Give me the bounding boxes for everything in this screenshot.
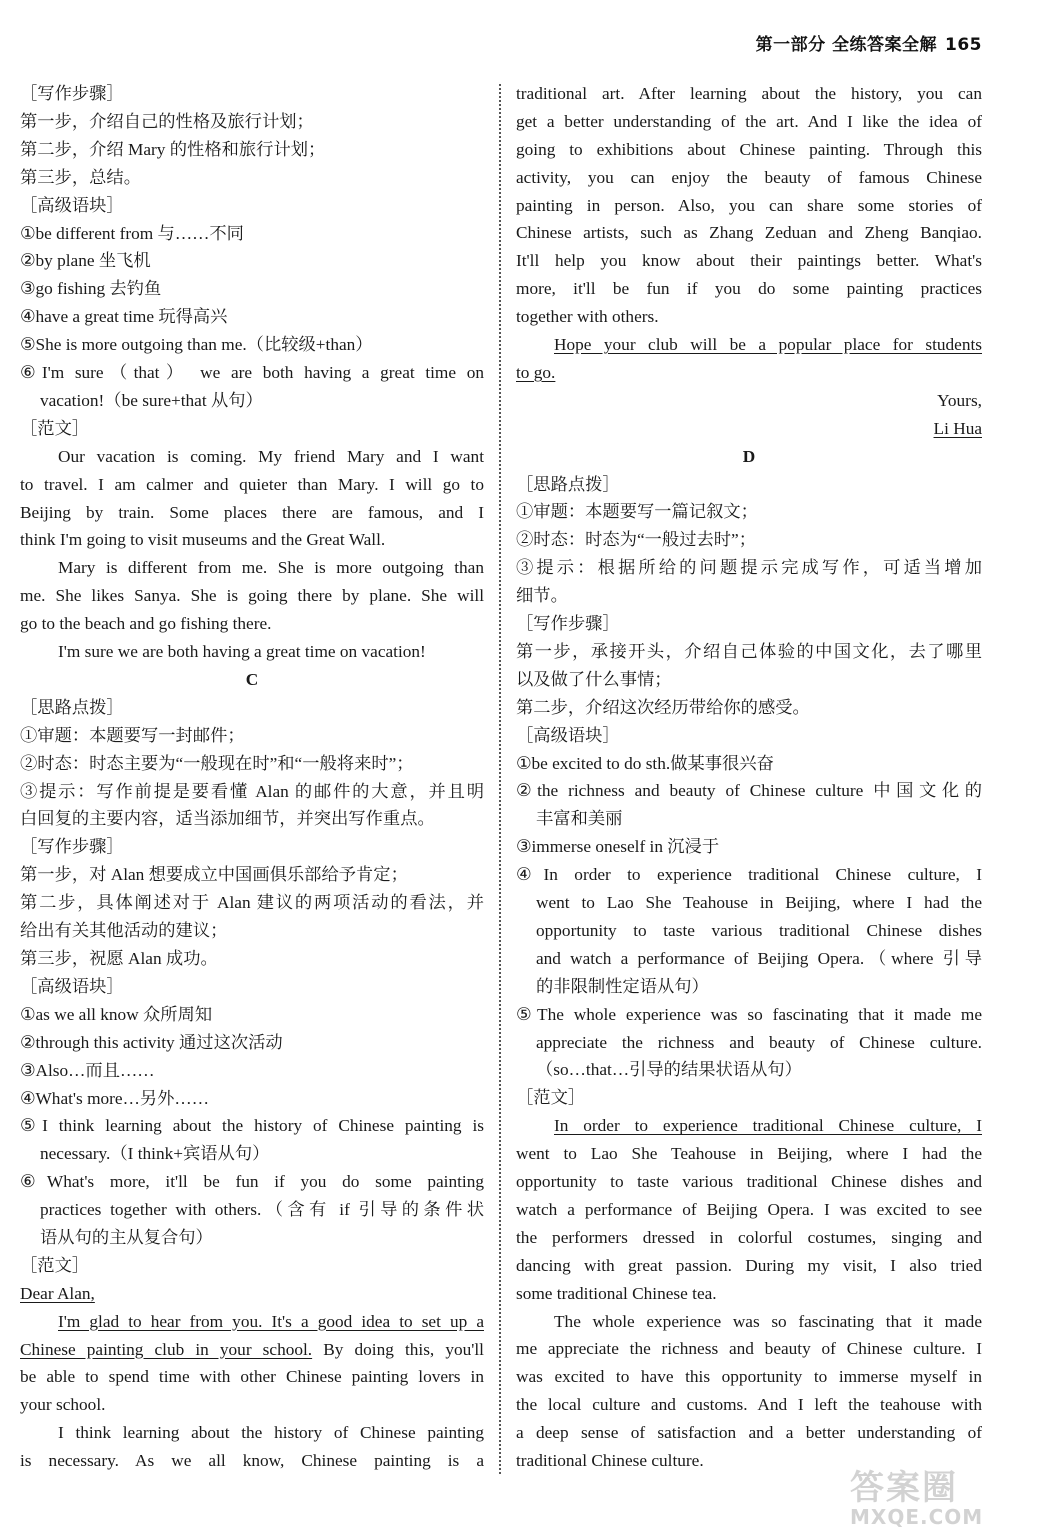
- text-line: D: [742, 446, 756, 466]
- text-line: ②时态：时态主要为“一般现在时”和“一般将来时”；: [20, 753, 414, 773]
- text-line: ［范文］: [516, 1088, 586, 1108]
- text-line: ［写作步骤］: [20, 837, 124, 857]
- text-line: be able to spend time with other Chinese painting lovers in: [20, 1367, 484, 1387]
- watermark-logo: [850, 1460, 1020, 1532]
- text-line: ④In order to experience traditional Chinese culture, I: [516, 865, 982, 885]
- text-line: watch a performance of Beijing Opera. I was excited to see: [516, 1199, 982, 1219]
- text-line: ②the richness and beauty of Chinese culture 中国文化的: [516, 781, 982, 801]
- text-line: ②时态：时态为“一般过去时”；: [516, 530, 756, 550]
- text-line: ［写作步骤］: [20, 84, 124, 103]
- text-line: ④What's more…另外……: [20, 1088, 209, 1108]
- text-line: dancing with great passion. During my visit, I also tried: [516, 1255, 982, 1275]
- text-line: went to Lao She Teahouse in Beijing, where I had the: [516, 1144, 982, 1164]
- text-line: Our vacation is coming. My friend Mary and I want: [58, 446, 484, 466]
- text-line: ①be excited to do sth.做某事很兴奋: [516, 753, 774, 773]
- text-line: It'll help you know about their paintings better. What's: [516, 251, 982, 271]
- right-column: [516, 80, 982, 1475]
- text-line: go to the beach and go fishing there.: [20, 614, 272, 634]
- text-line: together with others.: [516, 307, 659, 327]
- text-line: ⑤I think learning about the history of Chinese painting is: [20, 1116, 484, 1136]
- text-line: 第一步，对 Alan 想要成立中国画俱乐部给予肯定；: [20, 865, 408, 885]
- text-line: ［高级语块］: [20, 195, 124, 215]
- text-line: 丰富和美丽: [536, 809, 623, 829]
- text-line: think I'm going to visit museums and the Great Wall.: [20, 530, 386, 550]
- text-line: C: [245, 669, 259, 689]
- text-line: going to exhibitions about Chinese painting. Through this: [516, 139, 982, 159]
- text-line: ⑥I'm sure（that） we are both having a great time on: [20, 363, 484, 383]
- text-line: I think learning about the history of Chinese painting: [58, 1423, 484, 1443]
- text-line: me. She likes Sanya. She is going there by plane. She will: [20, 586, 484, 606]
- text-line: a deep sense of satisfaction and a better understanding of: [516, 1423, 982, 1443]
- text-line: 以及做了什么事情；: [516, 669, 672, 689]
- text-line: The whole experience was so fascinating that it made: [554, 1311, 982, 1331]
- text-line: the local culture and customs. And I left the teahouse with: [516, 1395, 982, 1415]
- text-line: was excited to have this opportunity to immerse myself in: [516, 1367, 982, 1387]
- text-line: ②by plane 坐飞机: [20, 251, 151, 271]
- text-line: I'm sure we are both having a great time on vacation!: [58, 642, 426, 662]
- text-line: ③Also…而且……: [20, 1060, 155, 1080]
- text-line: is necessary. As we all know, Chinese painting is a: [20, 1451, 484, 1471]
- text-line: me appreciate the richness and beauty of Chinese culture. I: [516, 1339, 982, 1359]
- text-line: ③提示：根据所给的问题提示完成写作，可适当增加: [516, 558, 982, 578]
- text-line: Yours,: [937, 390, 982, 410]
- page-header: [756, 30, 982, 55]
- text-line: opportunity to taste various traditional Chinese dishes: [536, 920, 982, 940]
- text-line: Mary is different from me. She is more outgoing than: [58, 558, 484, 578]
- text-line: ⑤The whole experience was so fascinating that it made me: [516, 1004, 982, 1024]
- text-line: ⑥What's more, it'll be fun if you do some painting: [20, 1172, 484, 1192]
- text-line: 第二步，介绍 Mary 的性格和旅行计划；: [20, 139, 326, 159]
- text-line: ⑤She is more outgoing than me.（比较级+than）: [20, 335, 373, 355]
- text-line: ②through this activity 通过这次活动: [20, 1032, 283, 1052]
- text-line: necessary.（I think+宾语从句）: [40, 1144, 270, 1164]
- text-line: 的非限制性定语从句）: [536, 976, 709, 996]
- text-line: Dear Alan,: [20, 1283, 95, 1303]
- text-line: I'm glad to hear from you. It's a good idea to set up a: [58, 1311, 484, 1331]
- text-line: Hope your club will be a popular place for students: [554, 335, 982, 355]
- page-number: 165: [945, 35, 982, 55]
- text-line: Li Hua: [933, 418, 982, 438]
- text-line: ③提示：写作前提是要看懂 Alan 的邮件的大意，并且明: [20, 781, 484, 801]
- text-line: went to Lao She Teahouse in Beijing, where I had the: [536, 893, 982, 913]
- text-line: ③immerse oneself in 沉浸于: [516, 837, 720, 857]
- text-line: ①审题：本题要写一封邮件；: [20, 725, 245, 745]
- text-line: get a better understanding of the art. And I like the idea of: [516, 111, 982, 131]
- text-line: ［范文］: [20, 418, 90, 438]
- text-line: ④have a great time 玩得高兴: [20, 307, 228, 327]
- text-line: to travel. I am calmer and quieter than Mary. I will go to: [20, 474, 484, 494]
- text-line: opportunity to taste various traditional Chinese dishes and: [516, 1172, 982, 1192]
- column-divider: [499, 84, 501, 1474]
- watermark-url: MXQE.COM: [850, 1505, 984, 1529]
- left-column: [20, 80, 484, 1475]
- watermark-text: 答案圈: [850, 1468, 958, 1508]
- text-line: some traditional Chinese tea.: [516, 1283, 717, 1303]
- text-line: appreciate the richness and beauty of Chinese culture.: [536, 1032, 982, 1052]
- text-line: ①审题：本题要写一篇记叙文；: [516, 502, 758, 522]
- text-line: 第三步，祝愿 Alan 成功。: [20, 948, 218, 968]
- text-line: 细节。: [516, 586, 568, 606]
- text-line: ①be different from 与……不同: [20, 223, 244, 243]
- text-line: ［高级语块］: [20, 976, 124, 996]
- text-line: ［高级语块］: [516, 725, 620, 745]
- text-line: Chinese artists, such as Zhang Zeduan and Zheng Banqiao.: [516, 223, 982, 243]
- text-line: 第二步，介绍这次经历带给你的感受。: [516, 697, 810, 717]
- header-title: 第一部分 全练答案全解: [755, 35, 937, 55]
- text-line: and watch a performance of Beijing Opera.（where 引导: [536, 948, 982, 968]
- text-line: ③go fishing 去钓鱼: [20, 279, 162, 299]
- text-line: traditional Chinese culture.: [516, 1450, 704, 1470]
- text-line: 第一步，承接开头，介绍自己体验的中国文化，去了哪里: [516, 641, 982, 661]
- text-line: Beijing by train. Some places there are famous, and I: [20, 502, 484, 522]
- text-line: ［思路点拨］: [516, 474, 620, 494]
- text-line: 第一步，介绍自己的性格及旅行计划；: [20, 111, 314, 131]
- text-line: 给出有关其他活动的建议；: [20, 921, 228, 941]
- text-line: more, it'll be fun if you do some painting practices: [516, 279, 982, 299]
- text-line: the performers dressed in colorful costumes, singing and: [516, 1227, 982, 1247]
- text-line: activity, you can enjoy the beauty of famous Chinese: [516, 167, 982, 187]
- text-line: vacation!（be sure+that 从句）: [40, 390, 263, 410]
- text-line: 第三步，总结。: [20, 167, 141, 187]
- text-line: In order to experience traditional Chinese culture, I: [554, 1116, 982, 1136]
- text-line: practices together with others.（含有 if 引导的条件状: [40, 1200, 484, 1220]
- text-line: Chinese painting club in your school. By doing this, you'll: [20, 1339, 484, 1359]
- text-line: （so…that…引导的结果状语从句）: [536, 1060, 802, 1080]
- text-line: traditional art. After learning about the history, you can: [516, 84, 982, 103]
- text-line: ①as we all know 众所周知: [20, 1004, 213, 1024]
- text-line: 第二步，具体阐述对于 Alan 建议的两项活动的看法，并: [20, 893, 484, 913]
- text-line: your school.: [20, 1395, 106, 1415]
- text-line: 语从句的主从复合句）: [40, 1227, 213, 1247]
- text-line: ［写作步骤］: [516, 614, 620, 634]
- text-line: 白回复的主要内容，适当添加细节，并突出写作重点。: [20, 809, 435, 829]
- text-line: to go.: [516, 362, 556, 382]
- text-line: painting in person. Also, you can share some stories of: [516, 195, 982, 215]
- text-line: ［思路点拨］: [20, 697, 124, 717]
- text-line: ［范文］: [20, 1255, 90, 1275]
